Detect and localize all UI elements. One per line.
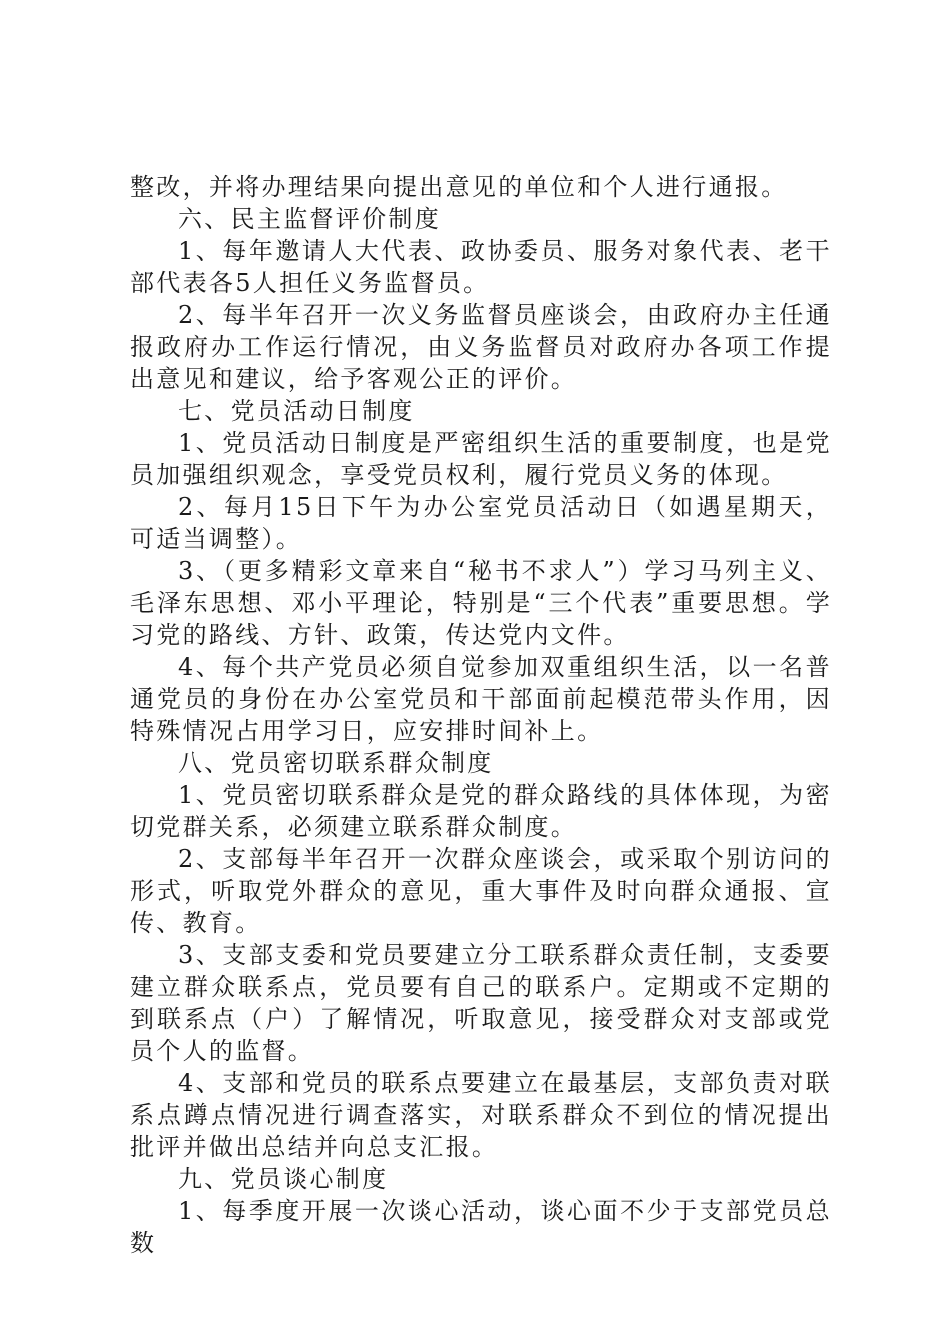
paragraph: 2、每月15日下午为办公室党员活动日（如遇星期天，可适当调整）。 — [130, 493, 832, 553]
section-heading-8: 八、党员密切联系群众制度 — [178, 749, 494, 777]
paragraph: 1、党员活动日制度是严密组织生活的重要制度，也是党员加强组织观念，享受党员权利，履行党员义务的体现。 — [130, 429, 832, 489]
paragraph: 2、每半年召开一次义务监督员座谈会，由政府办主任通报政府办工作运行情况，由义务监督员对政府办各项工作提出意见和建议，给予客观公正的评价。 — [130, 301, 832, 393]
paragraph: 3、（更多精彩文章来自“秘书不求人”）学习马列主义、毛泽东思想、邓小平理论，特别是“三个代表”重要思想。学习党的路线、方针、政策，传达党内文件。 — [130, 557, 832, 649]
paragraph: 1、每年邀请人大代表、政协委员、服务对象代表、老干部代表各5人担任义务监督员。 — [130, 237, 832, 297]
paragraph: 2、支部每半年召开一次群众座谈会，或采取个别访问的形式，听取党外群众的意见，重大事件及时向群众通报、宣传、教育。 — [130, 845, 832, 937]
paragraph: 1、党员密切联系群众是党的群众路线的具体体现，为密切党群关系，必须建立联系群众制度。 — [130, 781, 832, 841]
paragraph-continuation: 整改，并将办理结果向提出意见的单位和个人进行通报。 — [130, 173, 788, 201]
document-body — [130, 171, 832, 1259]
paragraph: 1、每季度开展一次谈心活动，谈心面不少于支部党员总数 — [130, 1197, 832, 1257]
section-heading-9: 九、党员谈心制度 — [178, 1165, 389, 1193]
section-heading-6: 六、民主监督评价制度 — [178, 205, 441, 233]
section-heading-7: 七、党员活动日制度 — [178, 397, 415, 425]
paragraph: 4、支部和党员的联系点要建立在最基层，支部负责对联系点蹲点情况进行调查落实，对联系群众不到位的情况提出批评并做出总结并向总支汇报。 — [130, 1069, 832, 1161]
paragraph: 3、支部支委和党员要建立分工联系群众责任制，支委要建立群众联系点，党员要有自己的联系户。定期或不定期的到联系点（户）了解情况，听取意见，接受群众对支部或党员个人的监督。 — [130, 941, 832, 1065]
paragraph: 4、每个共产党员必须自觉参加双重组织生活，以一名普通党员的身份在办公室党员和干部面前起模范带头作用，因特殊情况占用学习日，应安排时间补上。 — [130, 653, 832, 745]
